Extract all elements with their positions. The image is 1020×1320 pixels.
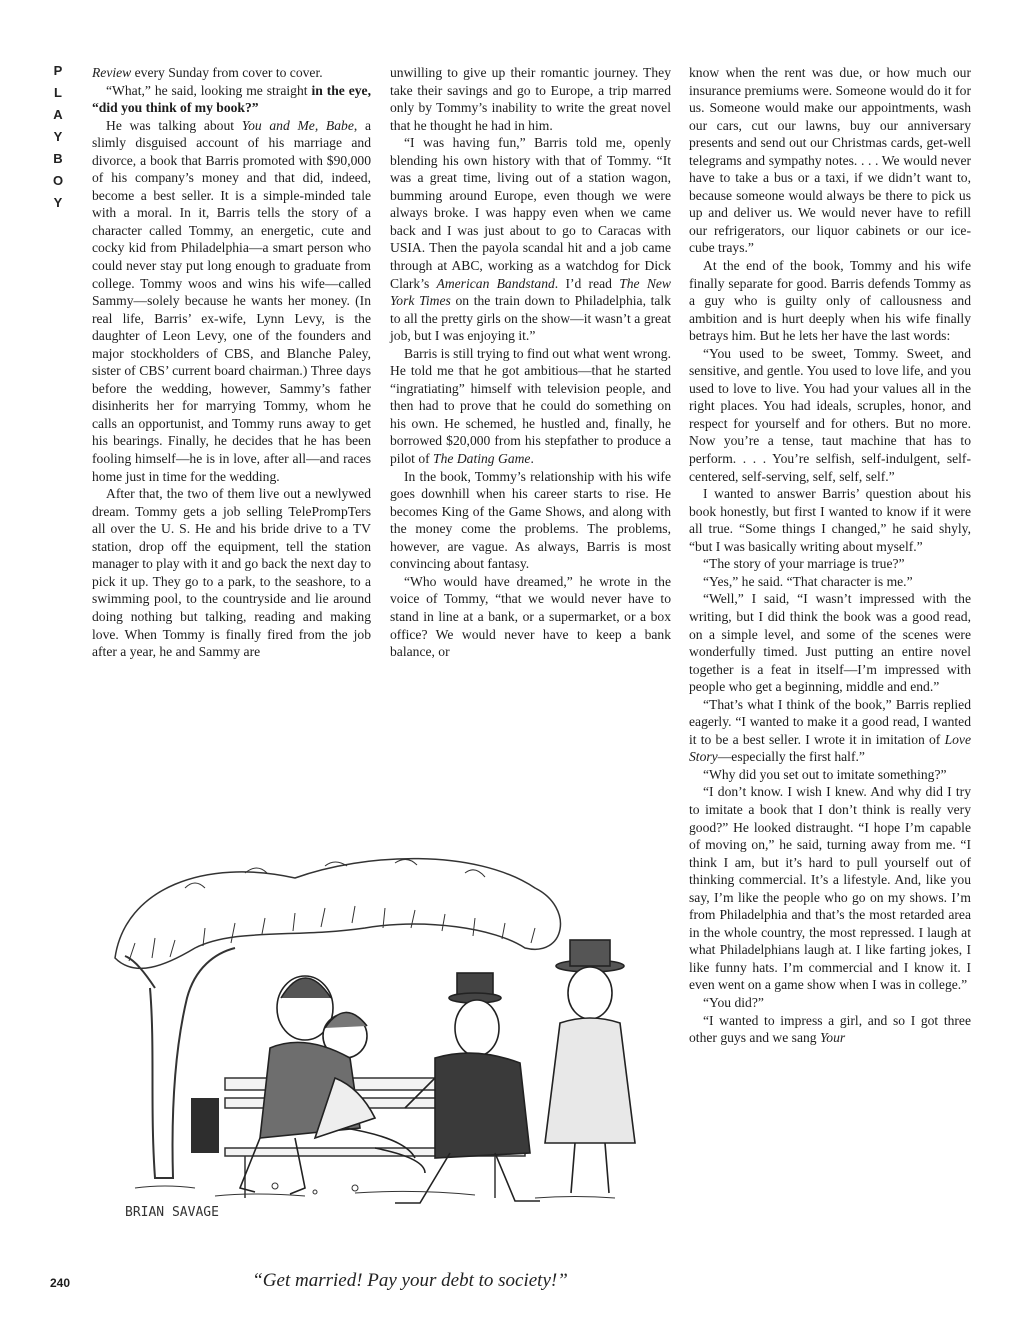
logo-letter: L: [54, 85, 62, 100]
article-column-1: [92, 64, 371, 834]
article-paragraph: “I wanted to impress a girl, and so I got three other guys and we sang Your: [689, 1012, 971, 1046]
article-column-3: [689, 64, 971, 1302]
cartoon-drawing: [95, 848, 673, 1228]
article-column-2: [390, 64, 671, 834]
cartoon-illustration: [95, 848, 673, 1228]
article-paragraph: know when the rent was due, or how much our insurance premiums were. Someone would do it for us. Someone would make our appointments, wash our cars, cut our lawns, buy our anniversary presents and send out our Christmas cards, get-well telegrams and sympathy notes. . . . We would never have to take a bus or a taxi, if we didn’t want to, because someone would always be there to pick us up and deliver us. We would never have to refill our refrigerators, our liquor cabinets or our ice-cube trays.”: [689, 65, 971, 256]
article-paragraph: Barris is still trying to find out what went wrong. He told me that he got ambitious—that he started “ingratiating” himself with television people, and then had to prove that he could do something on his own. He schemed, he hustled and, finally, he borrowed $20,000 from his stepfather to produce a pilot of The Dating Game.: [390, 345, 671, 467]
logo-letter: B: [53, 151, 63, 166]
article-paragraph: “I don’t know. I wish I knew. And why did I try to imitate a book that I don’t think is really very good?” He looked distraught. “I hope I’m capable of moving on,” he said, turning away from me. “I think I am, but it’s hard to pull yourself out of thinking commercial. It’s a lifestyle. And, like you say, I’m like the people who go on my shows. I’m from Philadelphia and that’s the most retarded area in the whole country, the most repressed. I laugh at what Philadelphians laugh at. I like farting jokes, I like funny hats. I’m commercial and I know it. I even went on a game show when I was in college.”: [689, 784, 971, 993]
article-paragraph: “The story of your marriage is true?”: [703, 556, 905, 572]
article-paragraph: “That’s what I think of the book,” Barris replied eagerly. “I wanted to make it a good read, I wanted it to be a best seller. I wrote it in imitation of Love Story—especially the first half.”: [689, 696, 971, 765]
logo-letter: P: [53, 63, 63, 78]
magazine-logo-vertical: [48, 60, 68, 214]
article-paragraph: Review every Sunday from cover to cover.: [92, 65, 323, 80]
article-paragraph: In the book, Tommy’s relationship with his wife goes downhill when his career starts to rise. He becomes King of the Game Shows, and along with the money come the problems. The problems, however, are vague. As always, Barris is most convincing about fantasy.: [390, 468, 671, 572]
article-paragraph: “Well,” I said, “I wasn’t impressed with the writing, but I did think the book was a good read, on a simple level, and some of the scenes were wonderfully timed. Just putting an entire novel together is a feat in itself—I’m impressed with people who get a beginning, middle and end.”: [689, 591, 971, 695]
logo-letter: Y: [53, 129, 63, 144]
article-paragraph: I wanted to answer Barris’ question about his book honestly, but first I wanted to know if it were all true. “Some things I changed,” he said shyly, “but I was basically writing about myself.”: [689, 486, 971, 554]
artist-signature: BRIAN SAVAGE: [125, 1205, 219, 1220]
logo-letter: O: [52, 173, 64, 188]
article-paragraph: “I was having fun,” Barris told me, openly blending his own history with that of Tommy. “It was a great time, living out of a station wagon, bumming around Europe, even though we were always broke. I was happy even when we came back and I was just about to go to Caracas with USIA. Then the payola scandal hit and a job came through at ABC, working as a watchdog for Dick Clark’s American Bandstand. I’d read The New York Times on the train down to Philadelphia, talk to all the pretty girls on the show—it wasn’t a great job, but I was enjoying it.”: [390, 135, 671, 344]
logo-letter: Y: [53, 195, 63, 210]
article-paragraph: At the end of the book, Tommy and his wife finally separate for good. Barris defends Tommy as a guy who is guilty only of callousness and ambition and is hurt deeply when his wife finally betrays him. But he lets her have the last words:: [689, 258, 971, 344]
article-paragraph: “Why did you set out to imitate something?”: [703, 766, 947, 782]
logo-letter: A: [53, 107, 63, 122]
article-paragraph: “Who would have dreamed,” he wrote in the voice of Tommy, “that we would never have to stand in line at a bank, or a supermarket, or a box office? We would never have to keep a bank balance, or: [390, 573, 671, 660]
cartoon-caption: “Get married! Pay your debt to society!”: [252, 1270, 568, 1291]
article-paragraph: “What,” he said, looking me straight in the eye, “did you think of my book?”: [92, 82, 371, 116]
article-paragraph: “You used to be sweet, Tommy. Sweet, and sensitive, and gentle. You used to love life, and you used to love to live. You had your values all in the right places. You had ideals, scruples, honor, and respect for yourself and for others. But no more. Now you’re a tense, taut machine that has to perform. . . . You’re selfish, self-indulgent, self-centered, self-serving, self, self, self.”: [689, 345, 971, 484]
article-paragraph: After that, the two of them live out a newlywed dream. Tommy gets a job selling TelePrompTers all over the U. S. He and his bride drive to a TV station, drop off the equipment, tell the station manager to play with it and go back the next day to pick it up. They go to a park, to the seashore, to a swimming pool, to the countryside and lie around doing nothing but talking, reading and making love. When Tommy is finally fired from the job after a year, he and Sammy are: [92, 486, 371, 660]
article-paragraph: unwilling to give up their romantic journey. They take their savings and go to Europe, a trip marred only by Tommy’s inability to write the great novel that he thought he had in him.: [390, 65, 671, 133]
article-paragraph: “Yes,” he said. “That character is me.”: [703, 573, 913, 589]
article-paragraph: “You did?”: [703, 994, 764, 1010]
page-number: 240: [50, 1276, 71, 1290]
article-paragraph: He was talking about You and Me, Babe, a slimly disguised account of his marriage and divorce, a book that Barris promoted with $90,000 of his company’s money and that did, indeed, become a best seller. It is a simple-minded tale with a moral. In it, Barris tells the story of a character called Tommy, an energetic, cute and cocky kid from Philadelphia—a smart person who could never stay put long enough to graduate from college. Tommy woos and wins his wife—called Sammy—solely because he wants her money. (In real life, Barris’ ex-wife, Lynn Levy, is the daughter of Leon Levy, one of the founders and major stockholders of CBS, and Blanche Paley, sister of CBS’ current board chairman.) Three days before the wedding, however, Sammy’s father disinherits her for marrying Tommy, whom he calls an opportunist, and Tommy runs away to get his bearings. Finally, he decides that he has been fooling himself—he is in love, after all—and races home just in time for the wedding.: [92, 117, 371, 484]
